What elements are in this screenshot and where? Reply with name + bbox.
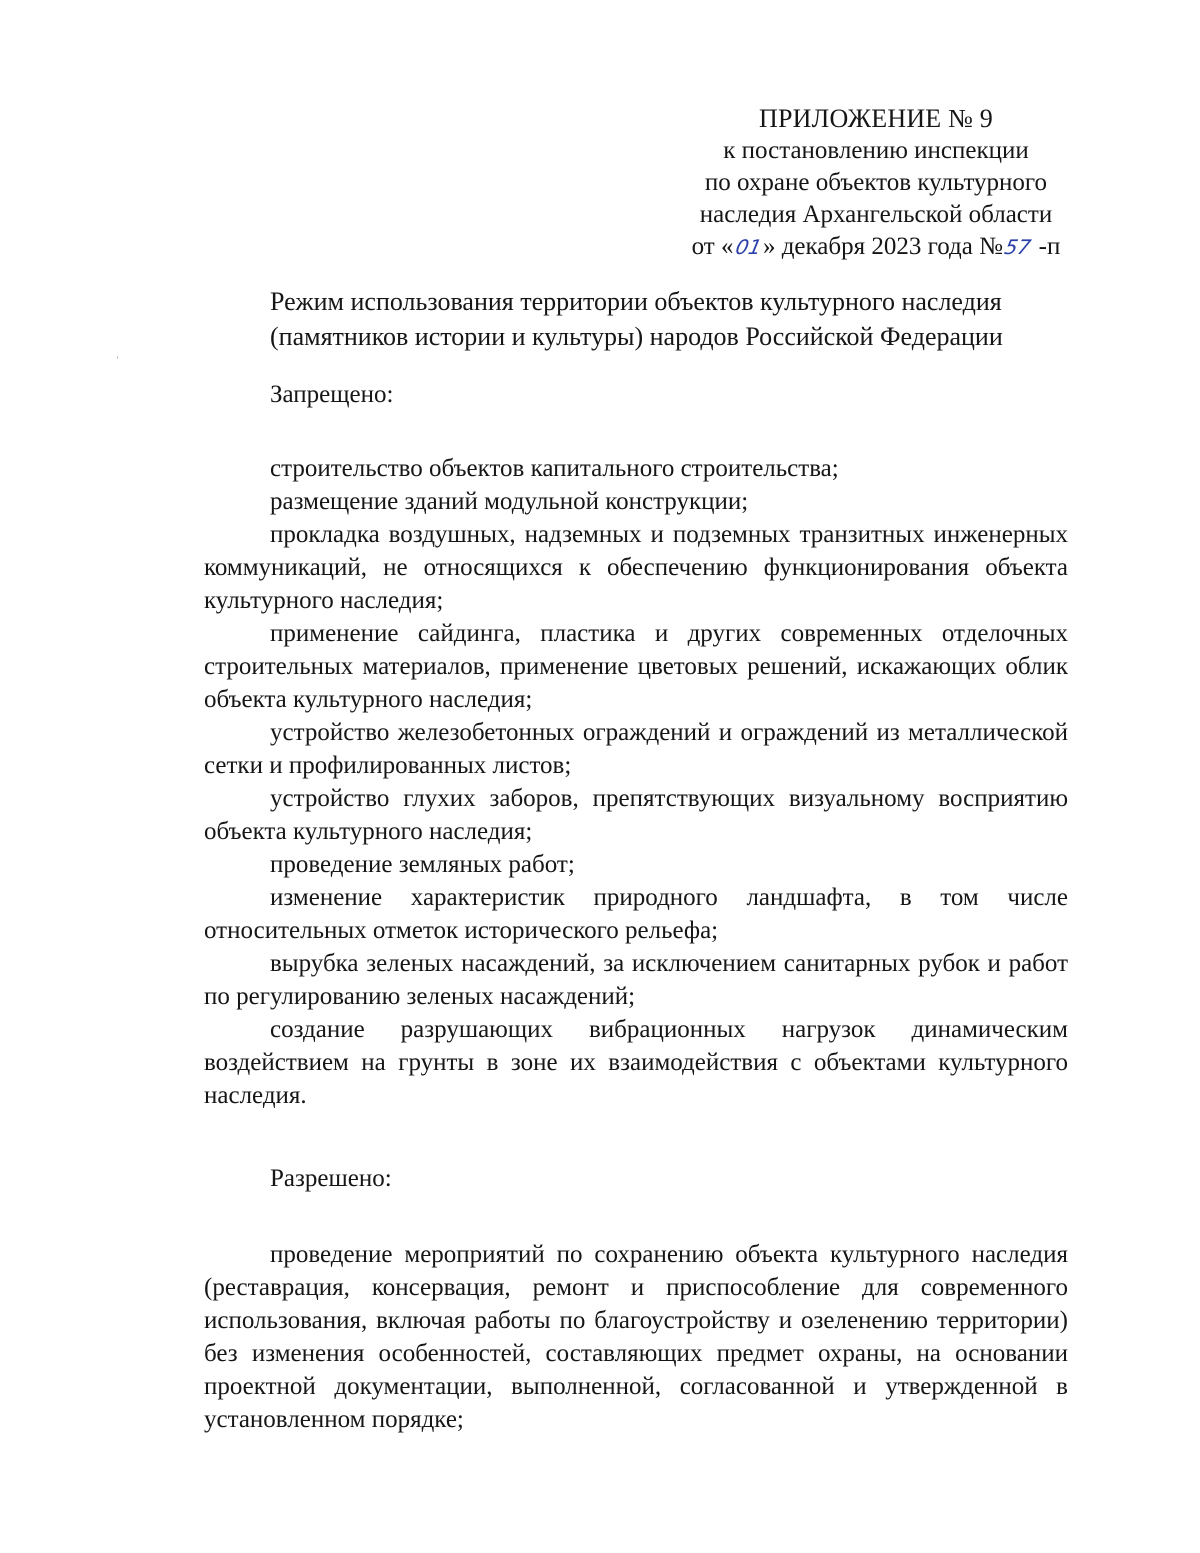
- date-prefix: от «: [691, 233, 734, 260]
- permitted-list: [204, 1238, 1068, 1436]
- list-item: устройство глухих заборов, препятствующих визуальному восприятию объекта культурного наследия;: [204, 785, 1068, 845]
- list-item: прокладка воздушных, надземных и подземных транзитных инженерных коммуникаций, не относящихся к обеспечению функционирования объекта культурного наследия;: [204, 521, 1068, 614]
- appendix-line-2: к постановлению инспекции: [723, 137, 1029, 164]
- list-item: изменение характеристик природного ландшафта, в том числе относительных отметок исторического рельефа;: [204, 884, 1068, 944]
- date-suffix: -п: [1038, 233, 1061, 260]
- scan-margin-mark: [117, 356, 118, 359]
- appendix-line-4: наследия Архангельской области: [699, 201, 1053, 228]
- date-middle: » декабря 2023 года №: [762, 233, 1003, 260]
- list-item: создание разрушающих вибрационных нагрузок динамическим воздействием на грунты в зоне их взаимодействия с объектами культурного наследия.: [204, 1016, 1068, 1109]
- list-item: вырубка зеленых насаждений, за исключением санитарных рубок и работ по регулированию зеленых насаждений;: [204, 950, 1068, 1010]
- list-item: проведение мероприятий по сохранению объекта культурного наследия (реставрация, консервация, ремонт и приспособление для современного использования, включая работы по благоустройству и озеленению территории) без изменения особенностей, составляющих предмет охраны, на основании проектной документации, выполненной, согласованной и утвержденной в установленном порядке;: [204, 1241, 1068, 1433]
- list-item: строительство объектов капитального строительства;: [270, 455, 839, 482]
- document-title: [270, 284, 1070, 354]
- prohibited-heading: Запрещено:: [270, 381, 394, 408]
- list-item: устройство железобетонных ограждений и ограждений из металлической сетки и профилированных листов;: [204, 719, 1068, 779]
- list-item: размещение зданий модульной конструкции;: [270, 488, 749, 515]
- appendix-number: ПРИЛОЖЕНИЕ № 9: [759, 104, 993, 133]
- appendix-line-3: по охране объектов культурного: [704, 169, 1048, 196]
- title-line-2: (памятников истории и культуры) народов Российской Федерации: [270, 322, 1003, 351]
- handwritten-day: 01: [732, 235, 764, 259]
- appendix-date-line: [676, 231, 1076, 263]
- handwritten-doc-number: 57: [1002, 235, 1033, 259]
- title-line-1: Режим использования территории объектов культурного наследия: [270, 287, 1002, 316]
- list-item: применение сайдинга, пластика и других современных отделочных строительных материалов, применение цветовых решений, искажающих облик объекта культурного наследия;: [204, 620, 1068, 713]
- appendix-header: [676, 103, 1076, 263]
- permitted-heading: Разрешено:: [270, 1165, 392, 1192]
- list-item: проведение земляных работ;: [270, 851, 575, 878]
- prohibited-list: [204, 452, 1068, 1112]
